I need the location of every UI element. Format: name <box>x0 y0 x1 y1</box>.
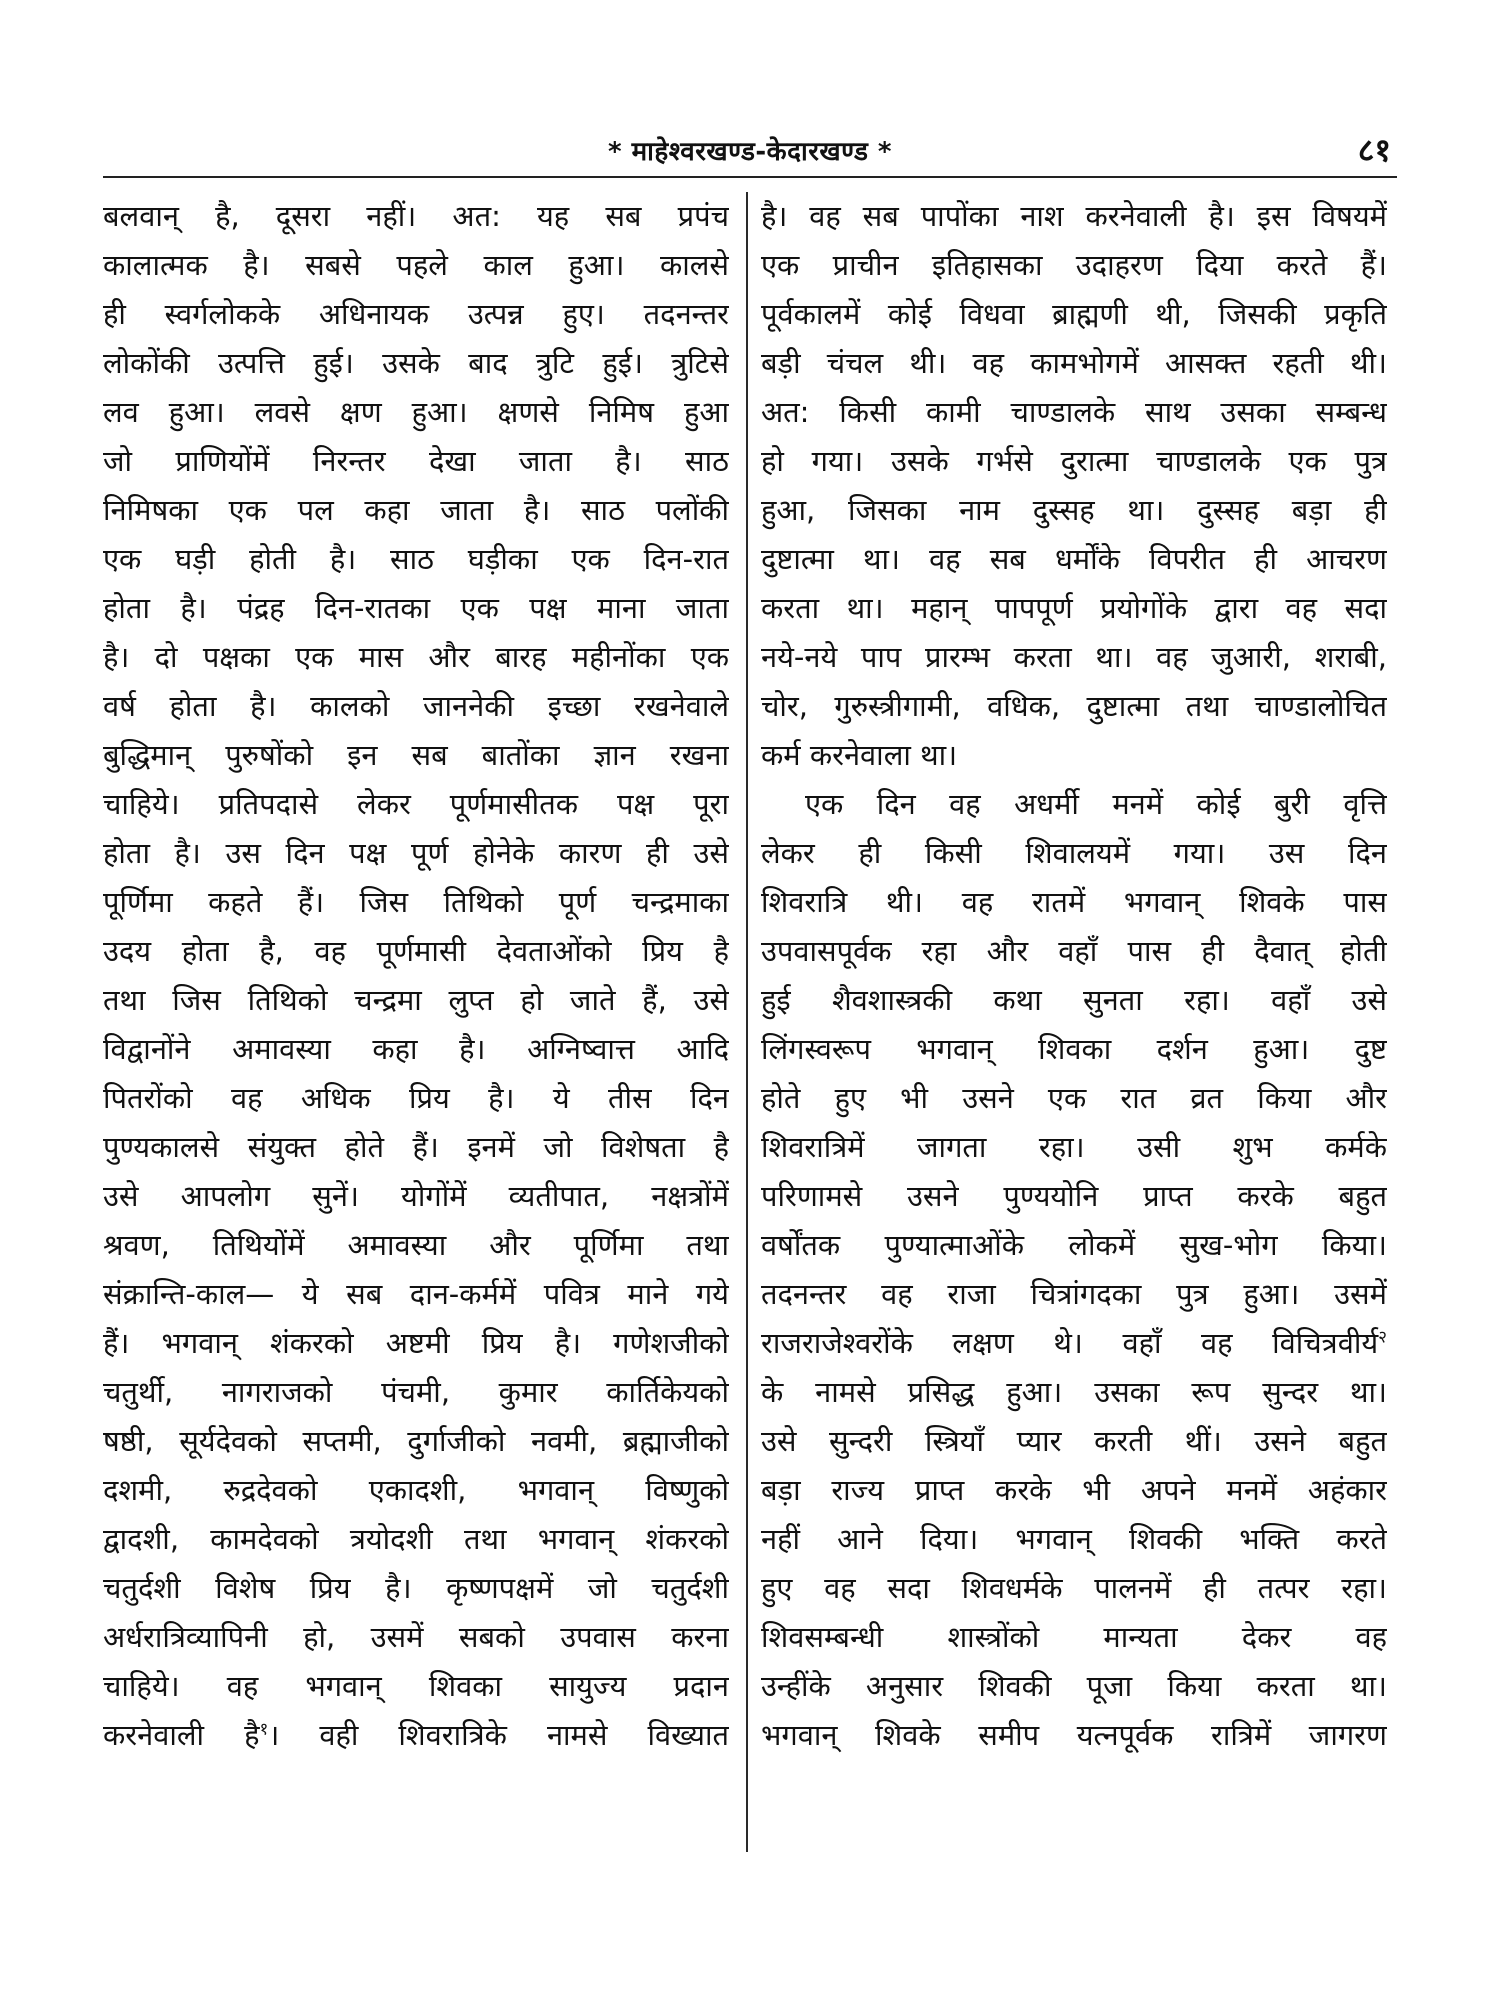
text-line: द्वादशी, कामदेवको त्रयोदशी तथा भगवान् शंकरको <box>103 1522 729 1556</box>
text-line: लिंगस्वरूप भगवान् शिवका दर्शन हुआ। दुष्ट <box>761 1032 1387 1066</box>
text-line: हुए वह सदा शिवधर्मके पालनमें ही तत्पर रहा। <box>761 1571 1387 1605</box>
text-line: कर्म करनेवाला था। <box>761 738 958 772</box>
column-divider <box>746 192 748 1852</box>
text-line: नहीं आने दिया। भगवान् शिवकी भक्ति करते <box>761 1522 1387 1556</box>
text-line: पूर्वकालमें कोई विधवा ब्राह्मणी थी, जिसकी प्रकृति <box>761 297 1387 331</box>
text-line: उसे सुन्दरी स्त्रियाँ प्यार करती थीं। उसने बहुत <box>761 1424 1387 1458</box>
text-fragment: राजराजेश्वरोंके लक्षण थे। वहाँ वह विचित्रवीर्य <box>761 1326 1379 1360</box>
footnote-marker: २ <box>1378 1327 1387 1348</box>
text-line: बड़ा राज्य प्राप्त करके भी अपने मनमें अहंकार <box>761 1473 1387 1507</box>
text-line: बलवान् है, दूसरा नहीं। अत: यह सब प्रपंच <box>103 199 729 233</box>
text-line: पुण्यकालसे संयुक्त होते हैं। इनमें जो विशेषता है <box>103 1130 729 1164</box>
text-line: निमिषका एक पल कहा जाता है। साठ पलोंकी <box>103 493 729 527</box>
text-line: कालात्मक है। सबसे पहले काल हुआ। कालसे <box>103 248 729 282</box>
text-line: वर्ष होता है। कालको जाननेकी इच्छा रखनेवाले <box>103 689 729 723</box>
text-line: चतुर्थी, नागराजको पंचमी, कुमार कार्तिकेयको <box>103 1375 729 1409</box>
text-line: तथा जिस तिथिको चन्द्रमा लुप्त हो जाते हैं, उसे <box>103 983 729 1017</box>
text-line: है। वह सब पापोंका नाश करनेवाली है। इस विषयमें <box>761 199 1387 233</box>
text-line: विद्वानोंने अमावस्या कहा है। अग्निष्वात्त आदि <box>103 1032 729 1066</box>
text-line: वर्षोंतक पुण्यात्माओंके लोकमें सुख-भोग किया। <box>761 1228 1387 1262</box>
text-line: उपवासपूर्वक रहा और वहाँ पास ही दैवात् होती <box>761 934 1387 968</box>
text-line: भगवान् शिवके समीप यत्नपूर्वक रात्रिमें जागरण <box>761 1718 1387 1752</box>
text-line: अत: किसी कामी चाण्डालके साथ उसका सम्बन्ध <box>761 395 1387 429</box>
text-line-with-footnote <box>761 1319 1387 1368</box>
text-line: पूर्णिमा कहते हैं। जिस तिथिको पूर्ण चन्द्रमाका <box>103 885 729 919</box>
paragraph-start-line: एक दिन वह अधर्मी मनमें कोई बुरी वृत्ति <box>805 787 1387 821</box>
text-line: पितरोंको वह अधिक प्रिय है। ये तीस दिन <box>103 1081 729 1115</box>
text-line: उन्हींके अनुसार शिवकी पूजा किया करता था। <box>761 1669 1387 1703</box>
text-line: करता था। महान् पापपूर्ण प्रयोगोंके द्वारा वह सदा <box>761 591 1387 625</box>
text-line: हैं। भगवान् शंकरको अष्टमी प्रिय है। गणेशजीको <box>103 1326 729 1360</box>
text-line: बुद्धिमान् पुरुषोंको इन सब बातोंका ज्ञान रखना <box>103 738 729 772</box>
text-line: है। दो पक्षका एक मास और बारह महीनोंका एक <box>103 640 729 674</box>
running-header <box>103 128 1397 174</box>
page-number: ८१ <box>1357 131 1391 169</box>
header-title: * माहेश्वरखण्ड-केदारखण्ड * <box>607 137 892 167</box>
text-line: जो प्राणियोंमें निरन्तर देखा जाता है। साठ <box>103 444 729 478</box>
text-line: चाहिये। प्रतिपदासे लेकर पूर्णमासीतक पक्ष पूरा <box>103 787 729 821</box>
text-line: एक प्राचीन इतिहासका उदाहरण दिया करते हैं। <box>761 248 1387 282</box>
text-line: के नामसे प्रसिद्ध हुआ। उसका रूप सुन्दर था। <box>761 1375 1387 1409</box>
text-line: हुई शैवशास्त्रकी कथा सुनता रहा। वहाँ उसे <box>761 983 1387 1017</box>
header-rule <box>103 176 1397 178</box>
text-line: संक्रान्ति-काल— ये सब दान-कर्ममें पवित्र माने गये <box>103 1277 729 1311</box>
text-line: चोर, गुरुस्त्रीगामी, वधिक, दुष्टात्मा तथा चाण्डालोचित <box>761 689 1387 723</box>
text-line: होता है। उस दिन पक्ष पूर्ण होनेके कारण ही उसे <box>103 836 729 870</box>
text-line: उदय होता है, वह पूर्णमासी देवताओंको प्रिय है <box>103 934 729 968</box>
text-line: एक घड़ी होती है। साठ घड़ीका एक दिन-रात <box>103 542 729 576</box>
text-line-with-footnote <box>103 1711 729 1760</box>
text-line: ही स्वर्गलोकके अधिनायक उत्पन्न हुए। तदनन्तर <box>103 297 729 331</box>
left-column <box>103 192 729 1760</box>
text-line: लव हुआ। लवसे क्षण हुआ। क्षणसे निमिष हुआ <box>103 395 729 429</box>
text-line: लेकर ही किसी शिवालयमें गया। उस दिन <box>761 836 1387 870</box>
text-line: शिवसम्बन्धी शास्त्रोंको मान्यता देकर वह <box>761 1620 1387 1654</box>
text-line: उसे आपलोग सुनें। योगोंमें व्यतीपात, नक्षत्रोंमें <box>103 1179 729 1213</box>
text-line: दशमी, रुद्रदेवको एकादशी, भगवान् विष्णुको <box>103 1473 729 1507</box>
text-line: श्रवण, तिथियोंमें अमावस्या और पूर्णिमा तथा <box>103 1228 729 1262</box>
text-line: अर्धरात्रिव्यापिनी हो, उसमें सबको उपवास करना <box>103 1620 729 1654</box>
footnote-marker: १ <box>259 1719 269 1740</box>
text-line: चतुर्दशी विशेष प्रिय है। कृष्णपक्षमें जो चतुर्दशी <box>103 1571 729 1605</box>
text-line: शिवरात्रि थी। वह रातमें भगवान् शिवके पास <box>761 885 1387 919</box>
text-fragment: करनेवाली है <box>103 1718 260 1752</box>
text-line: होता है। पंद्रह दिन-रातका एक पक्ष माना जाता <box>103 591 729 625</box>
text-line: दुष्टात्मा था। वह सब धर्मोंके विपरीत ही आचरण <box>761 542 1387 576</box>
text-line: बड़ी चंचल थी। वह कामभोगमें आसक्त रहती थी। <box>761 346 1387 380</box>
text-line: नये-नये पाप प्रारम्भ करता था। वह जुआरी, शराबी, <box>761 640 1387 674</box>
text-line: होते हुए भी उसने एक रात व्रत किया और <box>761 1081 1387 1115</box>
text-line: षष्ठी, सूर्यदेवको सप्तमी, दुर्गाजीको नवमी, ब्रह्माजीको <box>103 1424 729 1458</box>
text-line: शिवरात्रिमें जागता रहा। उसी शुभ कर्मके <box>761 1130 1387 1164</box>
text-line: तदनन्तर वह राजा चित्रांगदका पुत्र हुआ। उसमें <box>761 1277 1387 1311</box>
text-line: चाहिये। वह भगवान् शिवका सायुज्य प्रदान <box>103 1669 729 1703</box>
right-column <box>761 192 1387 1760</box>
text-line: हुआ, जिसका नाम दुस्सह था। दुस्सह बड़ा ही <box>761 493 1387 527</box>
text-line: हो गया। उसके गर्भसे दुरात्मा चाण्डालके एक पुत्र <box>761 444 1387 478</box>
text-fragment: । वही शिवरात्रिके नामसे विख्यात <box>268 1718 729 1752</box>
text-line: परिणामसे उसने पुण्ययोनि प्राप्त करके बहुत <box>761 1179 1387 1213</box>
text-line: लोकोंकी उत्पत्ति हुई। उसके बाद त्रुटि हुई। त्रुटिसे <box>103 346 729 380</box>
